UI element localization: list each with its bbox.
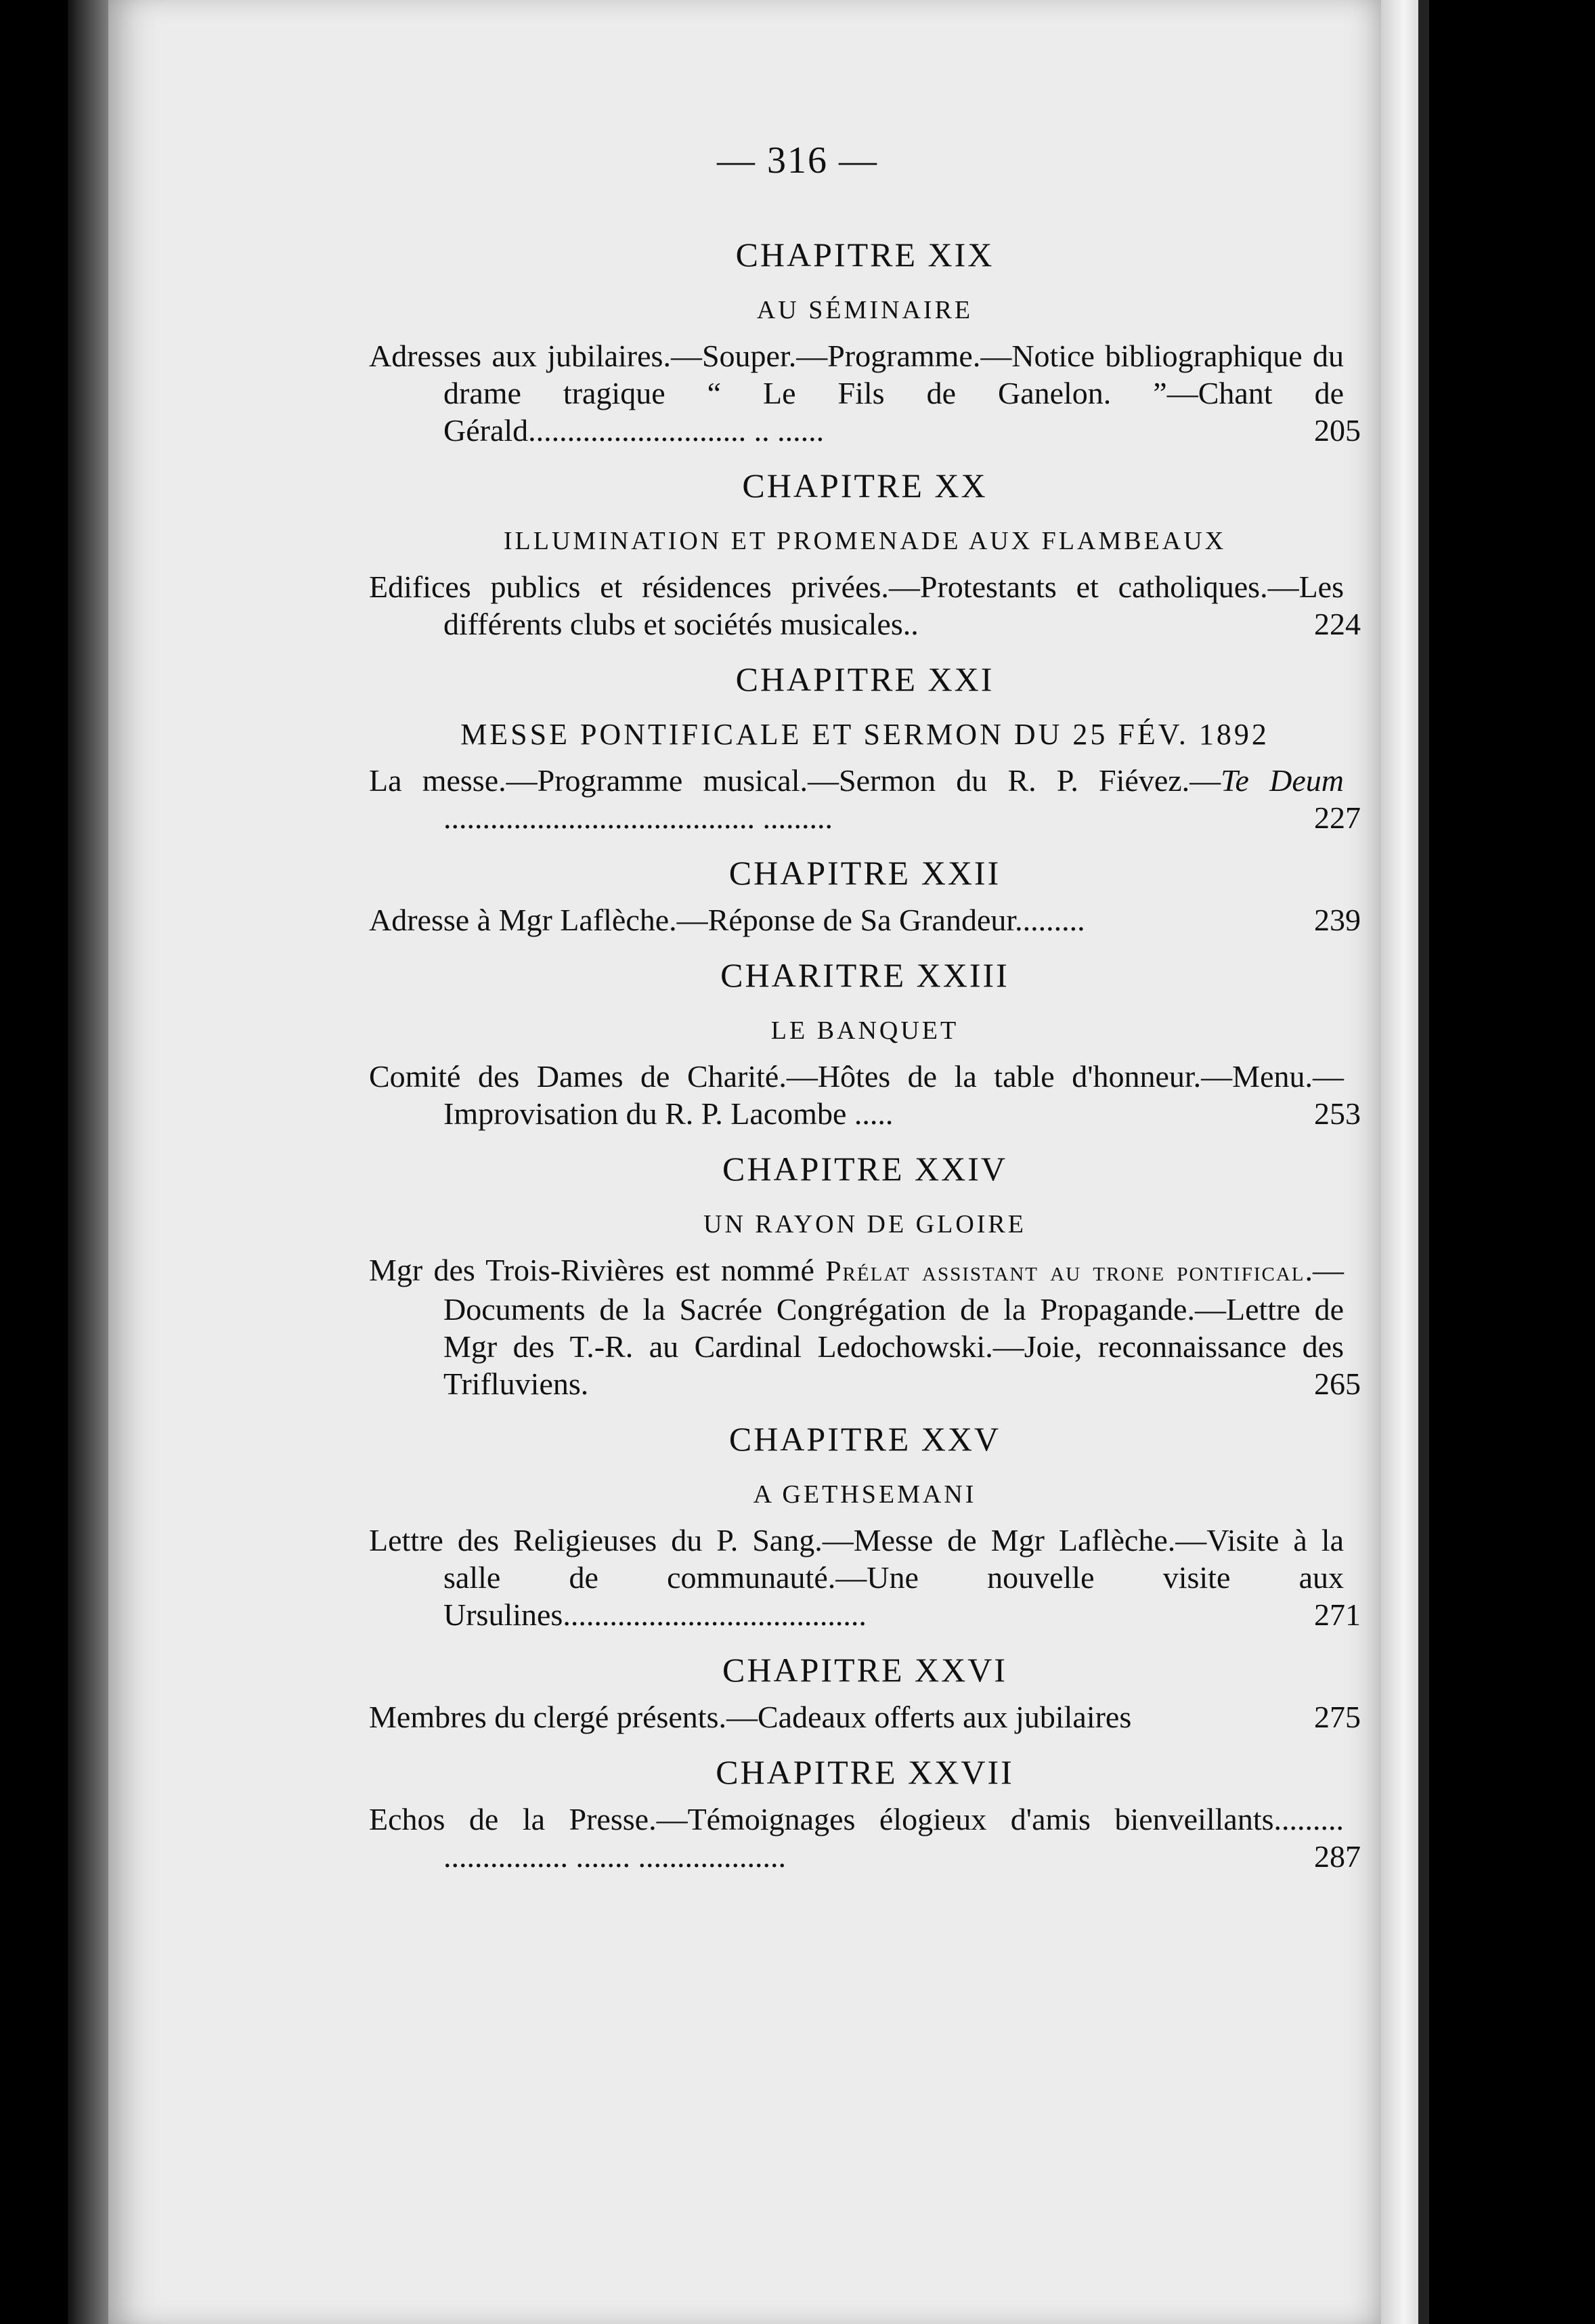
entry-text: Adresses aux jubilaires.—Souper.—Programme.—Notice bibliographique du drame tragique “ Le Fils de Ganelon. ”—Chant de Gérald............................ .. ...... [369, 339, 1344, 448]
chapter-subtitle: MESSE PONTIFICALE ET SERMON DU 25 FÉV. 1892 [460, 718, 1269, 751]
chapter-heading: CHAPITRE XXVI [722, 1651, 1007, 1689]
chapter-heading: CHARITRE XXIII [720, 956, 1009, 994]
entry-text-italic: Te Deum [1221, 763, 1344, 798]
toc-entry [369, 1058, 1361, 1132]
scan-border [1418, 0, 1429, 2324]
entry-page: 265 [1314, 1367, 1361, 1401]
page-edge [1381, 0, 1418, 2324]
entry-text: Echos de la Presse.—Témoignages élogieux d'amis bienveillants......... ................ ....... ................... [369, 1802, 1344, 1874]
entry-text-main: La messe.—Programme musical.—Sermon du R. P. Fiévez.— [369, 763, 1221, 798]
chapter-subtitle: UN RAYON DE GLOIRE [703, 1210, 1026, 1239]
entry-text-lead: Mgr des Trois-Rivières est nommé [369, 1253, 826, 1287]
chapter-heading: CHAPITRE XXVII [716, 1753, 1014, 1791]
entry-text: Lettre des Religieuses du P. Sang.—Messe de Mgr Laflèche.—Visite à la salle de communauté.—Une nouvelle visite aux Ursulines....................................... [369, 1523, 1344, 1632]
chapter-heading: CHAPITRE XX [742, 467, 988, 504]
entry-text: Membres du clergé présents.—Cadeaux offerts aux jubilaires [369, 1700, 1132, 1734]
entry-page: 224 [1314, 607, 1361, 641]
chapter-subtitle: A GETHSEMANI [753, 1480, 977, 1509]
toc-entry [369, 901, 1361, 939]
page-number: — 316 — [717, 139, 878, 181]
entry-page: 205 [1314, 413, 1361, 448]
entry-text [369, 1251, 1344, 1402]
entry-text: Comité des Dames de Charité.—Hôtes de la table d'honneur.—Menu.—Improvisation du R. P. Lacombe ..... [369, 1059, 1344, 1131]
toc-entry [369, 1251, 1361, 1402]
chapter-subtitle: ILLUMINATION ET PROMENADE AUX FLAMBEAUX [503, 527, 1227, 555]
table-of-contents [369, 223, 1361, 1883]
entry-text [369, 762, 1344, 836]
entry-text-smallcaps: Prélat assistant au trone pontifical [825, 1256, 1305, 1287]
toc-entry [369, 1801, 1361, 1875]
entry-page: 239 [1314, 903, 1361, 937]
entry-page: 227 [1314, 800, 1361, 835]
toc-entry [369, 1698, 1361, 1736]
chapter-heading: CHAPITRE XXI [735, 660, 995, 698]
chapter-heading: CHAPITRE XXIV [722, 1150, 1007, 1188]
chapter-heading: CHAPITRE XIX [735, 236, 995, 274]
toc-entry [369, 1522, 1361, 1633]
entry-page: 287 [1314, 1839, 1361, 1874]
chapter-subtitle: LE BANQUET [770, 1016, 959, 1045]
entry-text-main: .—Documents de la Sacrée Congrégation de la Propagande.—Lettre de Mgr des T.-R. au Cardinal Ledochowski.—Joie, reconnaissance des Trifluviens. [443, 1253, 1344, 1401]
entry-page: 253 [1314, 1096, 1361, 1131]
entry-page: 275 [1314, 1700, 1361, 1734]
toc-entry [369, 337, 1361, 449]
entry-text-tail: ........................................ ......... [443, 800, 833, 835]
chapter-heading: CHAPITRE XXV [728, 1420, 1001, 1458]
entry-text: Adresse à Mgr Laflèche.—Réponse de Sa Grandeur......... [369, 903, 1085, 937]
toc-entry [369, 762, 1361, 836]
chapter-heading: CHAPITRE XXII [728, 854, 1001, 892]
toc-entry [369, 568, 1361, 643]
chapter-subtitle: AU SÉMINAIRE [756, 296, 974, 324]
entry-page: 271 [1314, 1597, 1361, 1632]
entry-text: Edifices publics et résidences privées.—Protestants et catholiques.—Les différents clubs et sociétés musicales.. [369, 569, 1344, 641]
